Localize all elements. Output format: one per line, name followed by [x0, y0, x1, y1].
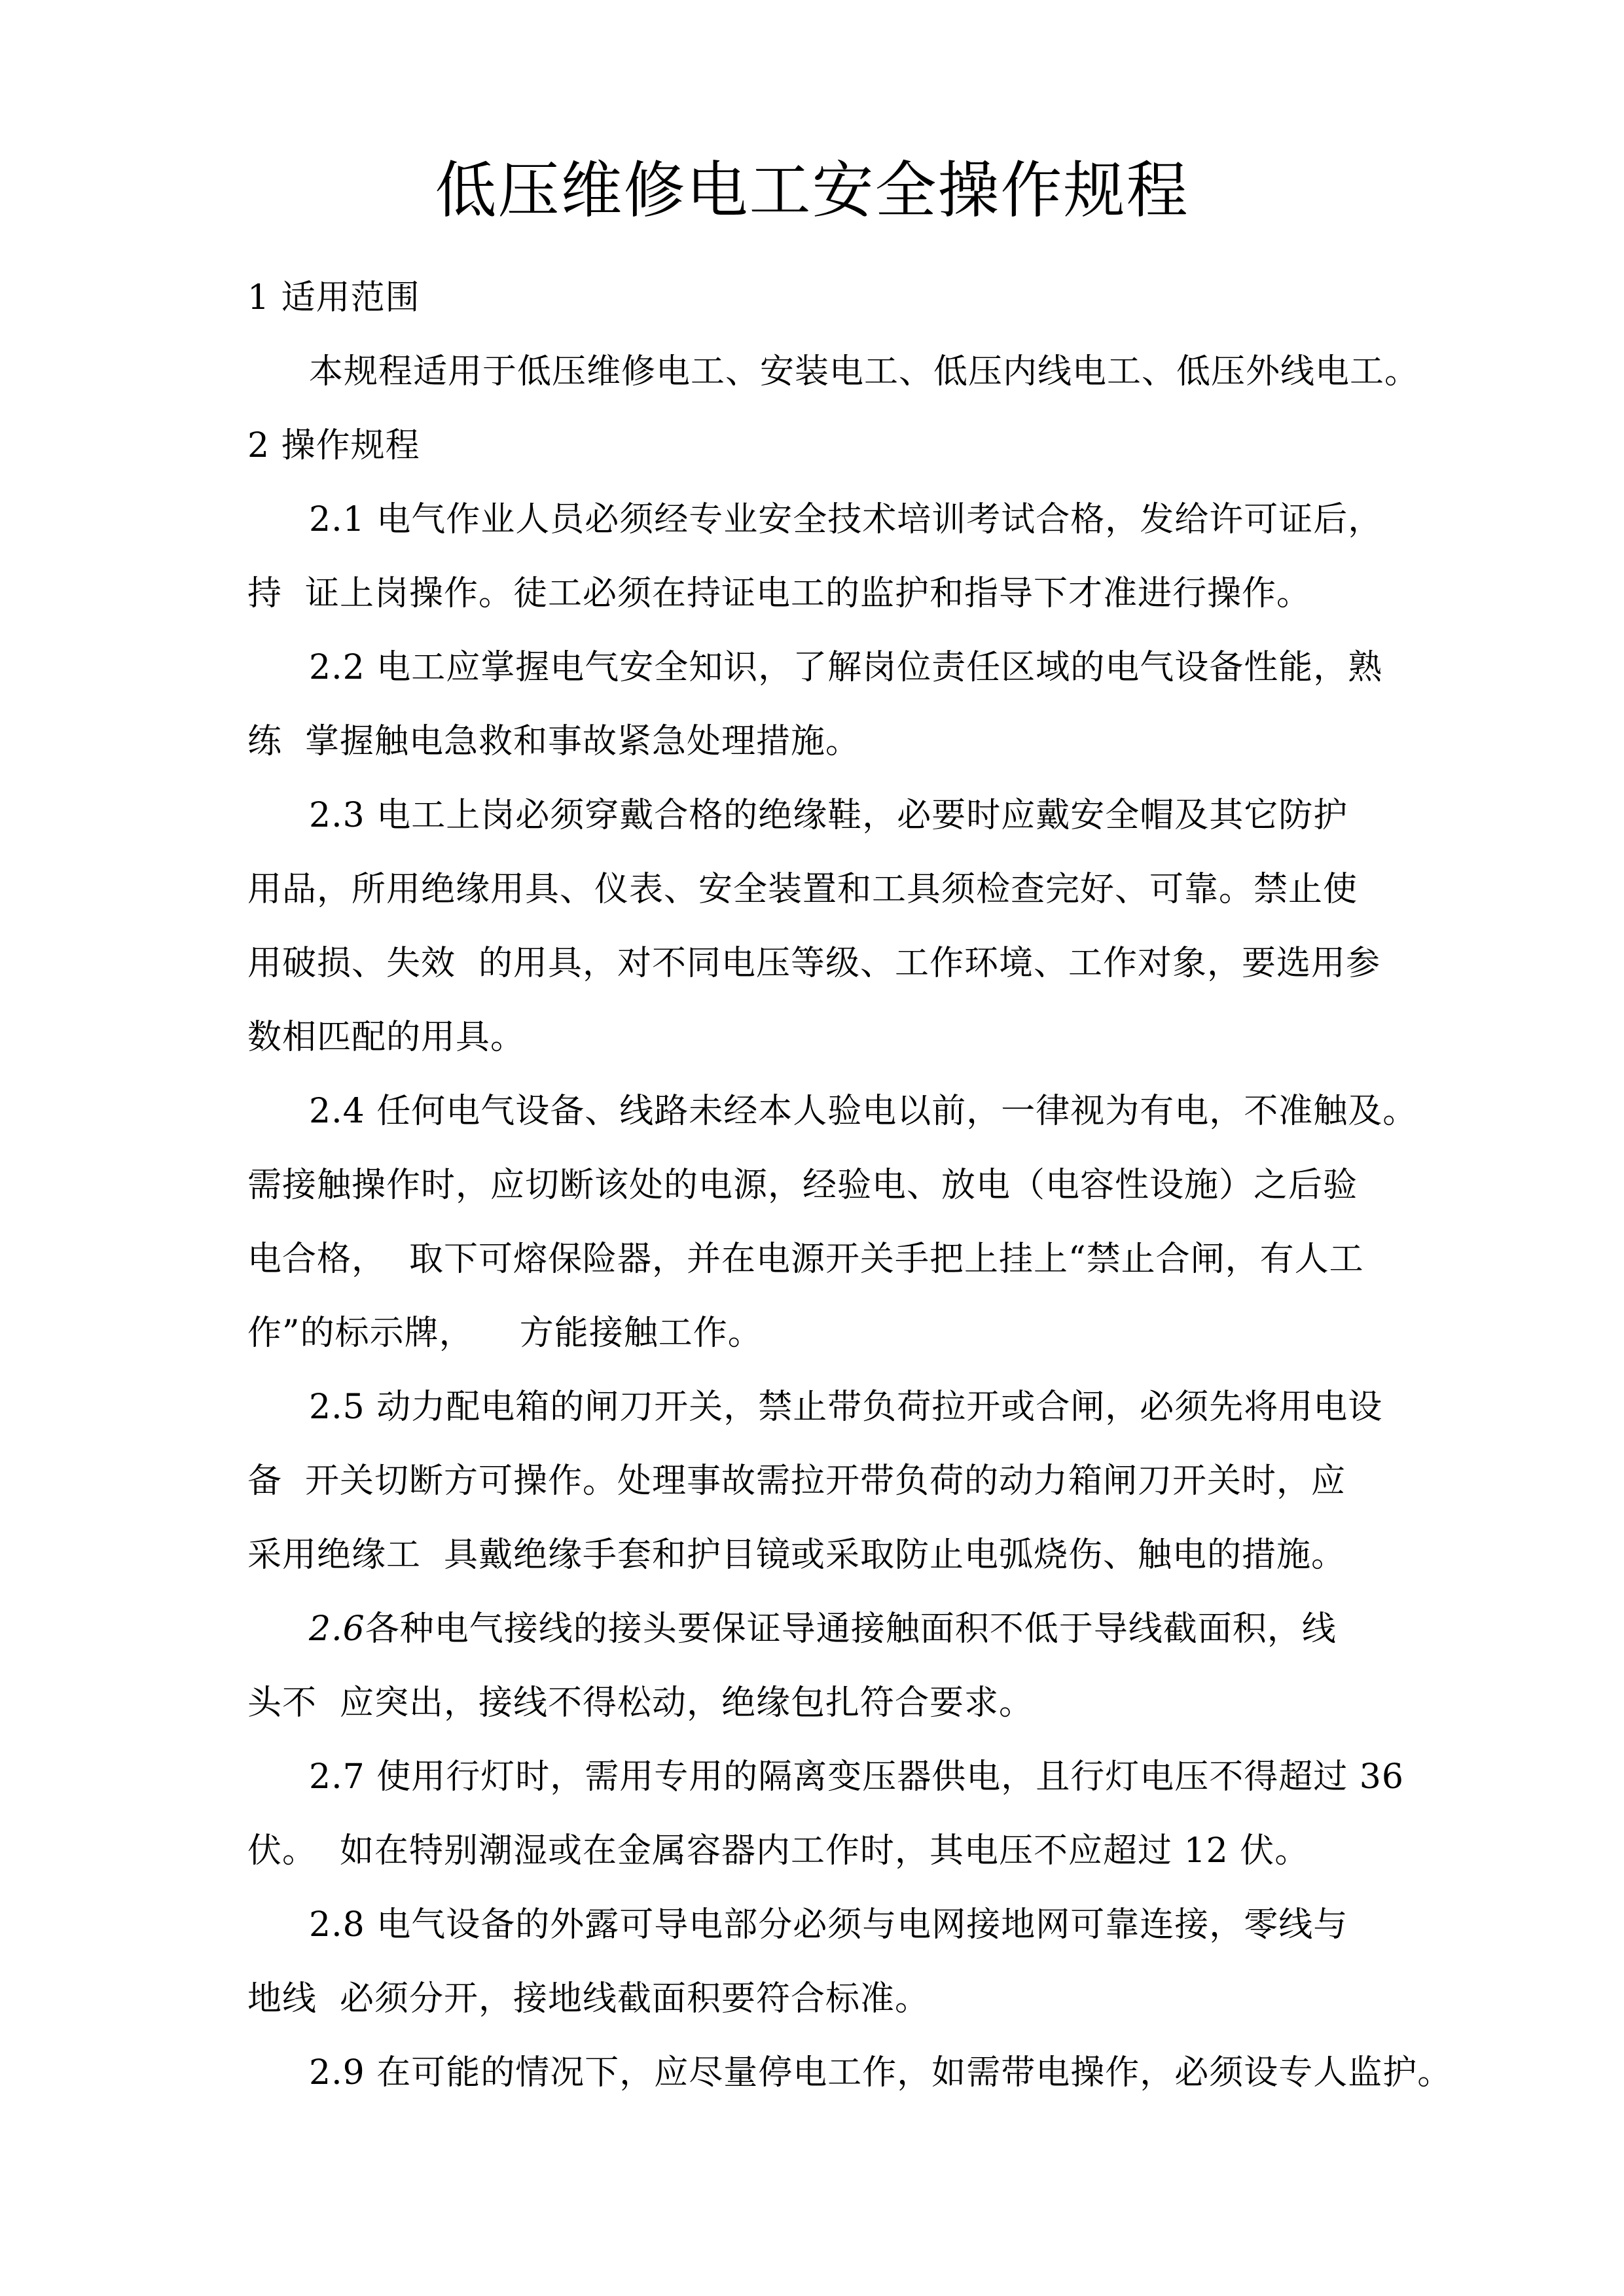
rule-2-7-line-2: 伏。 如在特别潮湿或在金属容器内工作时，其电压不应超过 12 伏。	[247, 1831, 1310, 1871]
rule-2-9-line-1: 2.9 在可能的情况下，应尽量停电工作，如需带电操作，必须设专人监护。	[309, 2053, 1453, 2092]
rule-2-4-line-2: 需接触操作时，应切断该处的电源，经验电、放电（电容性设施）之后验	[247, 1166, 1358, 1205]
rule-2-7-line-1: 2.7 使用行灯时，需用专用的隔离变压器供电，且行灯电压不得超过 36	[309, 1757, 1404, 1797]
rule-2-5-line-3: 采用绝缘工 具戴绝缘手套和护目镜或采取防止电弧烧伤、触电的措施。	[247, 1535, 1346, 1575]
rule-2-2-line-1: 2.2 电工应掌握电气安全知识，了解岗位责任区域的电气设备性能，熟	[309, 648, 1383, 687]
rule-2-6-line-2: 头不 应突出，接线不得松动，绝缘包扎符合要求。	[247, 1683, 1034, 1723]
rule-2-2-line-2: 练 掌握触电急救和事故紧急处理措施。	[247, 722, 861, 761]
rule-2-3-line-4: 数相匹配的用具。	[247, 1018, 526, 1057]
rule-2-3-line-1: 2.3 电工上岗必须穿戴合格的绝缘鞋，必要时应戴安全帽及其它防护	[309, 796, 1348, 835]
rule-2-4-line-4: 作”的标示牌， 方能接触工作。	[247, 1314, 763, 1353]
rule-2-5-line-2: 备 开关切断方可操作。处理事故需拉开带负荷的动力箱闸刀开关时，应	[247, 1462, 1346, 1501]
section-heading-rules: 2 操作规程	[247, 426, 420, 465]
rule-2-3-line-2: 用品，所用绝缘用具、仪表、安全装置和工具须检查完好、可靠。禁止使	[247, 870, 1358, 909]
paragraph-line: 本规程适用于低压维修电工、安装电工、低压内线电工、低压外线电工。	[309, 352, 1420, 391]
rule-2-5-line-1: 2.5 动力配电箱的闸刀开关，禁止带负荷拉开或合闸，必须先将用电设	[309, 1388, 1383, 1427]
rule-2-8-line-1: 2.8 电气设备的外露可导电部分必须与电网接地网可靠连接，零线与	[309, 1905, 1348, 1945]
rule-2-4-line-3: 电合格， 取下可熔保险器，并在电源开关手把上挂上“禁止合闸，有人工	[247, 1240, 1364, 1279]
document-title: 低压维修电工安全操作规程	[435, 155, 1189, 226]
rule-2-1-line-1: 2.1 电气作业人员必须经专业安全技术培训考试合格，发给许可证后，	[309, 500, 1383, 539]
rule-2-6-number: 2.6	[309, 1609, 365, 1649]
rule-2-3-line-3: 用破损、失效 的用具，对不同电压等级、工作环境、工作对象，要选用参	[247, 944, 1381, 983]
rule-2-6-line-1	[309, 1603, 1337, 1655]
rule-2-4-line-1: 2.4 任何电气设备、线路未经本人验电以前，一律视为有电，不准触及。	[309, 1092, 1418, 1131]
rule-2-8-line-2: 地线 必须分开，接地线截面积要符合标准。	[247, 1979, 930, 2018]
section-heading-scope: 1 适用范围	[247, 278, 420, 317]
rule-2-6-text: 各种电气接线的接头要保证导通接触面积不低于导线截面积，线	[365, 1609, 1337, 1649]
rule-2-1-line-2: 持 证上岗操作。徒工必须在持证电工的监护和指导下才准进行操作。	[247, 574, 1312, 613]
